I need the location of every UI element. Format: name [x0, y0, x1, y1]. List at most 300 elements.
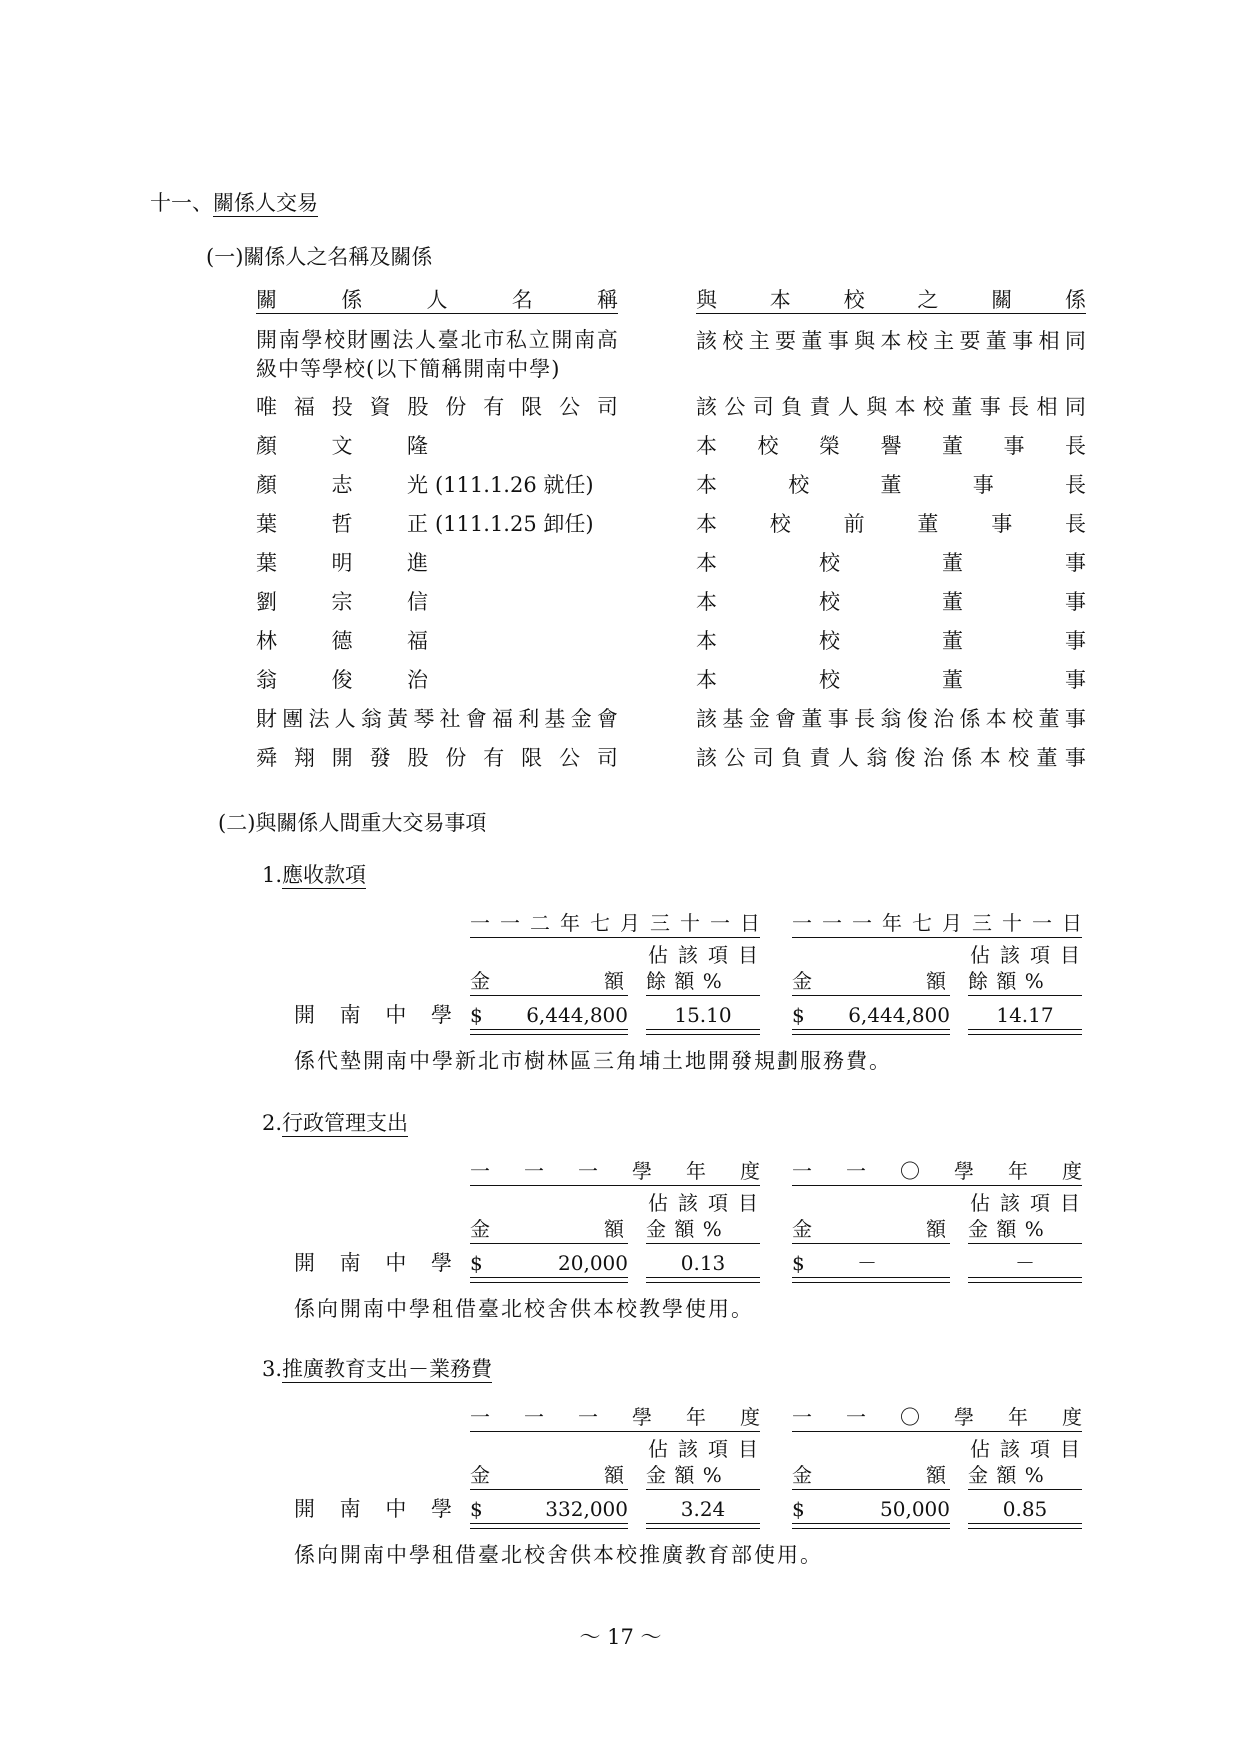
char: 董	[917, 512, 939, 536]
char: 人	[426, 288, 448, 312]
char: 翁	[880, 707, 902, 731]
char: 哲	[331, 512, 353, 536]
pct-subheader-prior: 餘 額 %	[968, 969, 1045, 993]
char: 南	[339, 1497, 361, 1521]
pct-header-current	[648, 942, 758, 968]
char: 該	[678, 943, 698, 967]
char: 信	[407, 590, 428, 614]
char: 事	[1065, 590, 1086, 614]
char: 項	[708, 1191, 728, 1215]
char: 校	[769, 512, 791, 536]
relation-row	[256, 665, 1086, 695]
relation-name	[256, 392, 618, 422]
char: 董	[942, 590, 963, 614]
char: 利	[518, 707, 540, 731]
char: 責	[809, 395, 831, 419]
char: 佔	[648, 1191, 668, 1215]
char: 負	[781, 746, 803, 770]
amount-underline-current	[470, 995, 628, 996]
char: 團	[369, 328, 391, 352]
amount-label-left: 金	[792, 1463, 812, 1487]
char: 事	[1065, 551, 1086, 575]
amount-label-right: 額	[926, 1463, 946, 1487]
char: 校	[324, 328, 346, 352]
char: 團	[282, 707, 304, 731]
char: 目	[738, 1191, 758, 1215]
char: 同	[1064, 395, 1086, 419]
period-underline-prior	[792, 1185, 1082, 1186]
char: 目	[1060, 1437, 1080, 1461]
relation-row	[256, 743, 1086, 773]
pct-header-prior	[970, 1436, 1080, 1462]
relation-name	[256, 626, 618, 656]
double-underline	[792, 1029, 950, 1035]
char: 校	[819, 668, 840, 692]
char: 德	[331, 629, 353, 653]
char: 限	[521, 746, 543, 770]
char: 一	[852, 911, 872, 935]
char: 一	[846, 1405, 866, 1429]
char: 隆	[407, 434, 428, 458]
amount-label-right: 額	[604, 969, 624, 993]
char: 明	[331, 551, 353, 575]
char: 董	[1038, 707, 1060, 731]
char: 年	[686, 1159, 706, 1183]
char: 校	[843, 288, 865, 312]
double-underline	[646, 1523, 760, 1529]
relation-name	[256, 548, 618, 578]
char: 學	[954, 1405, 974, 1429]
pct-underline-current	[646, 1489, 760, 1490]
char: 事	[1065, 668, 1086, 692]
pct-underline-prior	[968, 995, 1082, 996]
char: 北	[460, 328, 482, 352]
char: 年	[882, 911, 902, 935]
char: 臺	[437, 328, 459, 352]
char: 志	[331, 473, 353, 497]
char: 董	[942, 551, 963, 575]
row-label	[294, 1250, 452, 1276]
char: 校	[819, 590, 840, 614]
amount-prior: －	[857, 1251, 877, 1275]
relation-name-line1	[256, 326, 618, 355]
relation-person-name	[256, 431, 428, 461]
char: 資	[369, 395, 391, 419]
char: 事	[991, 512, 1013, 536]
double-underline	[646, 1029, 760, 1035]
relation-row	[256, 509, 1086, 539]
char: 一	[578, 1405, 598, 1429]
amount-underline-prior	[792, 995, 950, 996]
pct-underline-current	[646, 995, 760, 996]
relation-name	[256, 743, 618, 773]
col-relation-header	[696, 287, 1086, 314]
char: 福	[407, 629, 428, 653]
char: 治	[923, 746, 944, 770]
amount-label-left: 金	[792, 969, 812, 993]
char: 校	[1008, 746, 1030, 770]
pct-underline-prior	[968, 1243, 1082, 1244]
period-header-current	[470, 910, 760, 936]
char: 一	[822, 911, 842, 935]
pct-subheader-current: 金 額 %	[646, 1463, 723, 1487]
char: 宗	[331, 590, 353, 614]
char: 財	[346, 328, 368, 352]
char: 會	[775, 707, 797, 731]
char: 葉	[256, 512, 277, 536]
char: 董	[942, 629, 963, 653]
char: 月	[620, 911, 640, 935]
char: 治	[407, 668, 428, 692]
char: 股	[407, 746, 429, 770]
char: 人	[334, 707, 356, 731]
section-title: 關係人交易	[213, 191, 318, 215]
currency-sign: $	[470, 1251, 483, 1275]
char: 事	[1012, 329, 1034, 353]
char: 該	[696, 707, 717, 731]
char: 月	[942, 911, 962, 935]
char: 私	[505, 328, 527, 352]
char: 一	[792, 1159, 812, 1183]
char: 學	[430, 1497, 452, 1521]
char: 本	[696, 629, 717, 653]
char: 係	[959, 707, 981, 731]
relation-value	[696, 587, 1086, 617]
char: 長	[1008, 395, 1030, 419]
char: 南	[339, 1251, 361, 1275]
char: 係	[951, 746, 973, 770]
char: 該	[696, 746, 717, 770]
double-underline	[470, 1277, 628, 1283]
char: 事	[1065, 629, 1086, 653]
table-heading	[262, 1356, 492, 1382]
period-underline-prior	[792, 1431, 1082, 1432]
relation-name	[256, 470, 618, 500]
row-label	[294, 1496, 452, 1522]
char: 限	[521, 395, 543, 419]
double-underline	[792, 1277, 950, 1283]
char: 名	[511, 288, 533, 312]
relation-row	[256, 548, 1086, 578]
relation-person-name	[256, 509, 428, 539]
amount-underline-current	[470, 1243, 628, 1244]
amount-label-left: 金	[792, 1217, 812, 1241]
char: 佔	[648, 943, 668, 967]
char: 前	[843, 512, 865, 536]
char: 日	[740, 911, 760, 935]
pct-subheader-current: 金 額 %	[646, 1217, 723, 1241]
amount-prior: 50,000	[880, 1497, 950, 1521]
char: 董	[801, 707, 823, 731]
char: 有	[483, 395, 505, 419]
char: 基	[544, 707, 566, 731]
char: 本	[696, 668, 717, 692]
char: 項	[1030, 1437, 1050, 1461]
char: 一	[846, 1159, 866, 1183]
relation-name	[256, 704, 618, 734]
char: 股	[407, 395, 429, 419]
part2-title: (二)與關係人間重大交易事項	[218, 811, 487, 835]
char: 事	[972, 473, 994, 497]
char: 會	[465, 707, 487, 731]
table-number: 1.	[262, 863, 283, 887]
char: 該	[1000, 1191, 1020, 1215]
pct-header-current	[648, 1436, 758, 1462]
char: 榮	[819, 434, 840, 458]
char: 董	[951, 395, 973, 419]
char: 一	[792, 911, 812, 935]
char: 事	[827, 707, 849, 731]
amount-label-left: 金	[470, 1217, 490, 1241]
char: 董	[942, 434, 963, 458]
char: 董	[880, 473, 902, 497]
relation-note: (111.1.26 就任)	[435, 473, 594, 497]
char: 學	[954, 1159, 974, 1183]
char: 翁	[256, 668, 277, 692]
char: 南	[339, 1003, 361, 1027]
currency-sign: $	[470, 1497, 483, 1521]
char: 要	[775, 329, 797, 353]
char: 高	[596, 328, 618, 352]
char: 事	[827, 329, 849, 353]
row-label	[294, 1002, 452, 1028]
char: 開	[294, 1251, 315, 1275]
relation-name	[256, 326, 618, 384]
char: 基	[722, 707, 744, 731]
char: 社	[439, 707, 461, 731]
char: 董	[942, 668, 963, 692]
char: 〇	[900, 1159, 920, 1183]
amount-label-right: 額	[604, 1217, 624, 1241]
char: 人	[837, 746, 859, 770]
char: 一	[470, 1159, 490, 1183]
char: 校	[788, 473, 810, 497]
period-underline-current	[470, 937, 760, 938]
char: 開	[551, 328, 573, 352]
char: 金	[570, 707, 592, 731]
char: 本	[880, 329, 902, 353]
char: 校	[923, 395, 944, 419]
char: 文	[331, 434, 353, 458]
pct-current: 15.10	[674, 1003, 732, 1027]
pct-prior: 0.85	[1002, 1497, 1048, 1521]
char: 一	[792, 1405, 812, 1429]
char: 本	[979, 746, 1001, 770]
relation-value	[696, 548, 1086, 578]
char: 董	[1036, 746, 1058, 770]
pct-header-prior	[970, 1190, 1080, 1216]
char: 譽	[880, 434, 902, 458]
char: 該	[1000, 943, 1020, 967]
pct-header-prior	[970, 942, 1080, 968]
char: 開	[331, 746, 353, 770]
amount-label-left: 金	[470, 969, 490, 993]
relation-value	[696, 743, 1086, 773]
char: 投	[331, 395, 353, 419]
pct-prior: －	[1015, 1251, 1035, 1275]
char: 主	[748, 329, 770, 353]
relation-row	[256, 626, 1086, 656]
table-note: 係向開南中學租借臺北校舍供本校教學使用。	[294, 1297, 754, 1321]
char: 公	[559, 395, 580, 419]
char: 本	[696, 551, 717, 575]
period-header-current	[470, 1158, 760, 1184]
relation-row	[256, 587, 1086, 617]
relation-value	[696, 509, 1086, 539]
relation-name	[256, 509, 618, 539]
char: 一	[524, 1159, 544, 1183]
amount-label-right: 額	[926, 1217, 946, 1241]
char: 司	[752, 395, 774, 419]
char: 俊	[331, 668, 353, 692]
char: 要	[959, 329, 981, 353]
section-number: 十一、	[150, 191, 213, 215]
char: 葉	[256, 551, 277, 575]
amount-current: 332,000	[545, 1497, 628, 1521]
relation-row	[256, 704, 1086, 734]
char: 校	[906, 329, 928, 353]
char: 市	[483, 328, 505, 352]
char: 唯	[256, 395, 277, 419]
section-heading	[150, 190, 318, 216]
char: 法	[392, 328, 414, 352]
relation-value	[696, 626, 1086, 656]
period-underline-current	[470, 1431, 760, 1432]
char: 董	[985, 329, 1007, 353]
char: 與	[854, 329, 876, 353]
char: 一	[1032, 911, 1052, 935]
relation-row	[256, 431, 1086, 461]
pct-header-current	[648, 1190, 758, 1216]
char: 本	[696, 434, 717, 458]
char: 長	[1065, 434, 1086, 458]
char: 校	[819, 551, 840, 575]
char: 年	[1008, 1405, 1028, 1429]
relation-person-name	[256, 470, 428, 500]
char: 公	[559, 746, 580, 770]
char: 佔	[970, 1191, 990, 1215]
double-underline	[646, 1277, 760, 1283]
char: 本	[894, 395, 916, 419]
table-note: 係向開南中學租借臺北校舍供本校推廣教育部使用。	[294, 1543, 823, 1567]
currency-sign: $	[792, 1003, 805, 1027]
char: 司	[596, 746, 618, 770]
char: 責	[809, 746, 831, 770]
char: 校	[757, 434, 779, 458]
char: 開	[256, 328, 277, 352]
char: 董	[801, 329, 823, 353]
char: 開	[294, 1003, 315, 1027]
char: 事	[979, 395, 1001, 419]
char: 學	[301, 328, 323, 352]
relation-name	[256, 431, 618, 461]
relation-person-name	[256, 548, 428, 578]
char: 〇	[900, 1405, 920, 1429]
double-underline	[968, 1277, 1082, 1283]
char: 公	[724, 395, 746, 419]
char: 度	[1062, 1405, 1082, 1429]
char: 公	[724, 746, 746, 770]
char: 該	[678, 1191, 698, 1215]
char: 目	[1060, 943, 1080, 967]
period-header-prior	[792, 1158, 1082, 1184]
pct-underline-prior	[968, 1489, 1082, 1490]
char: 負	[781, 395, 803, 419]
char: 係	[1064, 288, 1086, 312]
char: 劉	[256, 590, 277, 614]
char: 俊	[906, 707, 928, 731]
pct-current: 3.24	[680, 1497, 726, 1521]
char: 佔	[648, 1437, 668, 1461]
char: 事	[1003, 434, 1025, 458]
char: 年	[560, 911, 580, 935]
table-heading	[262, 862, 366, 888]
currency-sign: $	[470, 1003, 483, 1027]
currency-sign: $	[792, 1251, 805, 1275]
char: 相	[1036, 395, 1058, 419]
char: 本	[696, 590, 717, 614]
amount-underline-prior	[792, 1489, 950, 1490]
char: 南	[278, 328, 300, 352]
char: 顏	[256, 434, 277, 458]
amount-prior: 6,444,800	[848, 1003, 950, 1027]
char: 進	[407, 551, 428, 575]
double-underline	[470, 1029, 628, 1035]
char: 顏	[256, 473, 277, 497]
char: 發	[369, 746, 391, 770]
char: 年	[1008, 1159, 1028, 1183]
relation-row	[256, 470, 1086, 500]
char: 中	[385, 1497, 407, 1521]
char: 光	[407, 473, 428, 497]
table-title: 推廣教育支出－業務費	[282, 1357, 493, 1381]
char: 關	[256, 288, 277, 312]
relation-name	[256, 665, 618, 695]
char: 俊	[894, 746, 916, 770]
char: 一	[578, 1159, 598, 1183]
amount-current: 6,444,800	[526, 1003, 628, 1027]
relation-person-name	[256, 665, 428, 695]
table-note: 係代墊開南中學新北市樹林區三角埔土地開發規劃服務費。	[294, 1049, 892, 1073]
relation-value	[696, 326, 1086, 356]
char: 校	[722, 329, 744, 353]
char: 份	[445, 395, 467, 419]
relation-value	[696, 704, 1086, 734]
relation-value	[696, 665, 1086, 695]
char: 之	[917, 288, 939, 312]
char: 南	[574, 328, 596, 352]
char: 目	[738, 1437, 758, 1461]
period-underline-prior	[792, 937, 1082, 938]
char: 項	[1030, 943, 1050, 967]
char: 稱	[597, 288, 618, 312]
char: 該	[696, 329, 717, 353]
char: 年	[686, 1405, 706, 1429]
char: 司	[752, 746, 774, 770]
char: 關	[991, 288, 1013, 312]
char: 十	[680, 911, 700, 935]
table-heading	[262, 1110, 408, 1136]
char: 佔	[970, 1437, 990, 1461]
char: 本	[985, 707, 1007, 731]
char: 佔	[970, 943, 990, 967]
char: 七	[912, 911, 932, 935]
amount-label-right: 額	[926, 969, 946, 993]
char: 日	[1062, 911, 1082, 935]
char: 一	[524, 1405, 544, 1429]
pct-subheader-current: 餘 額 %	[646, 969, 723, 993]
char: 事	[1064, 746, 1086, 770]
